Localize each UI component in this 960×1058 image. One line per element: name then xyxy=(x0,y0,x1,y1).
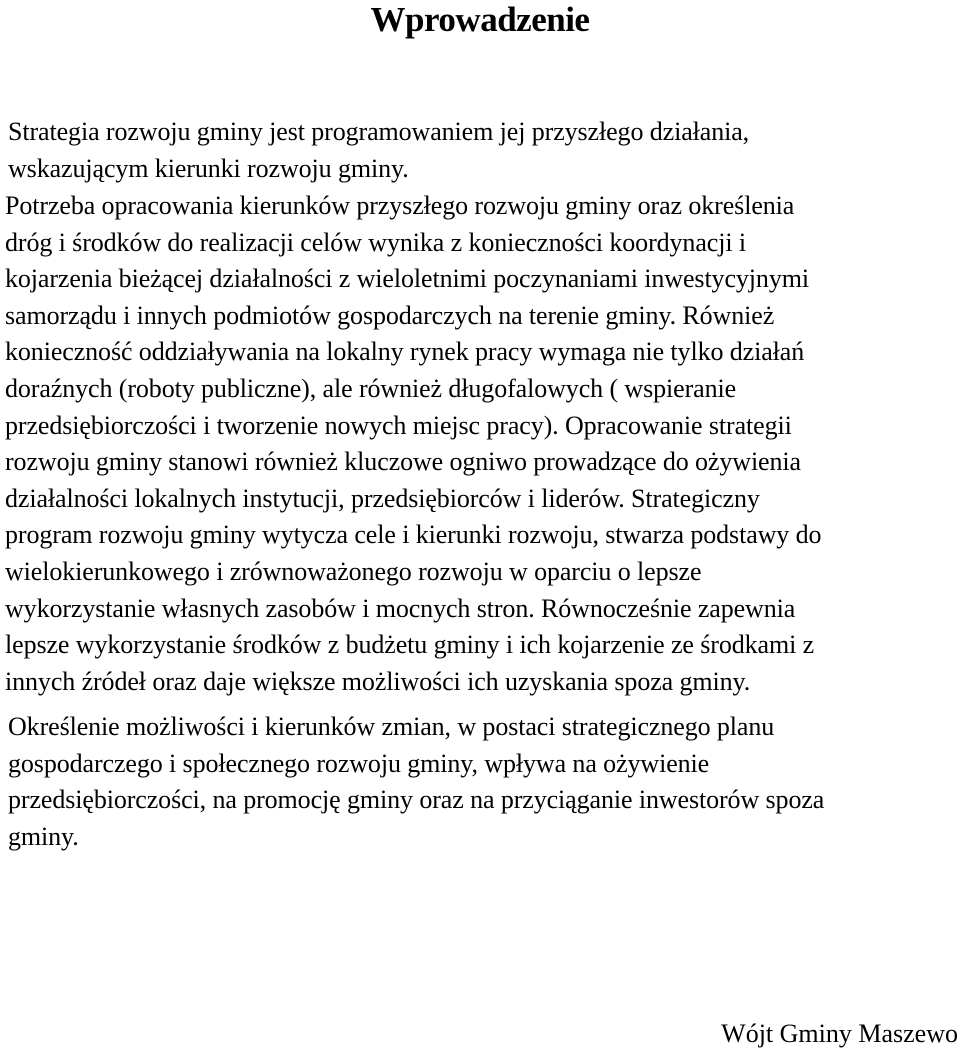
document-title: Wprowadzenie xyxy=(370,0,590,39)
text-line: samorządu i innych podmiotów gospodarczych na terenie gminy. Również xyxy=(5,300,775,330)
text-line: gminy. xyxy=(8,821,79,851)
text-line: wielokierunkowego i zrównoważonego rozwoju w oparciu o lepsze xyxy=(5,556,702,586)
text-line: program rozwoju gminy wytycza cele i kierunki rozwoju, stwarza podstawy do xyxy=(5,520,822,550)
text-line: wykorzystanie własnych zasobów i mocnych stron. Równocześnie zapewnia xyxy=(5,593,796,623)
text-line: innych źródeł oraz daje większe możliwości ich uzyskania spoza gminy. xyxy=(5,666,751,696)
text-line: Strategia rozwoju gminy jest programowaniem jej przyszłego działania, xyxy=(8,117,750,146)
paragraph-conclusion xyxy=(8,709,824,855)
text-line: działalności lokalnych instytucji, przedsiębiorców i liderów. Strategiczny xyxy=(5,483,760,513)
text-line: konieczność oddziaływania na lokalny rynek pracy wymaga nie tylko działań xyxy=(5,337,805,367)
text-line: dróg i środków do realizacji celów wynika z konieczności koordynacji i xyxy=(5,227,746,257)
text-line: przedsiębiorczości, na promocję gminy oraz na przyciąganie inwestorów spoza xyxy=(8,785,825,815)
text-line: rozwoju gminy stanowi również kluczowe ogniwo prowadzące do ożywienia xyxy=(5,447,801,477)
text-line: wskazującym kierunki rozwoju gminy. xyxy=(8,153,409,183)
text-line: doraźnych (roboty publiczne), ale również długofalowych ( wspieranie xyxy=(5,373,737,403)
text-line: Określenie możliwości i kierunków zmian, w postaci strategicznego planu xyxy=(8,712,775,741)
text-line: przedsiębiorczości i tworzenie nowych miejsc pracy). Opracowanie strategii xyxy=(5,410,792,440)
signature: Wójt Gminy Maszewo xyxy=(721,1019,958,1048)
paragraph-body xyxy=(5,188,821,700)
text-line: kojarzenia bieżącej działalności z wieloletnimi poczynaniami inwestycyjnymi xyxy=(5,264,809,294)
text-line: lepsze wykorzystanie środków z budżetu gminy i ich kojarzenie ze środkami z xyxy=(5,630,815,660)
paragraph-intro xyxy=(8,114,749,187)
text-line: gospodarczego i społecznego rozwoju gminy, wpływa na ożywienie xyxy=(8,748,710,778)
text-line: Potrzeba opracowania kierunków przyszłego rozwoju gminy oraz określenia xyxy=(5,191,795,220)
